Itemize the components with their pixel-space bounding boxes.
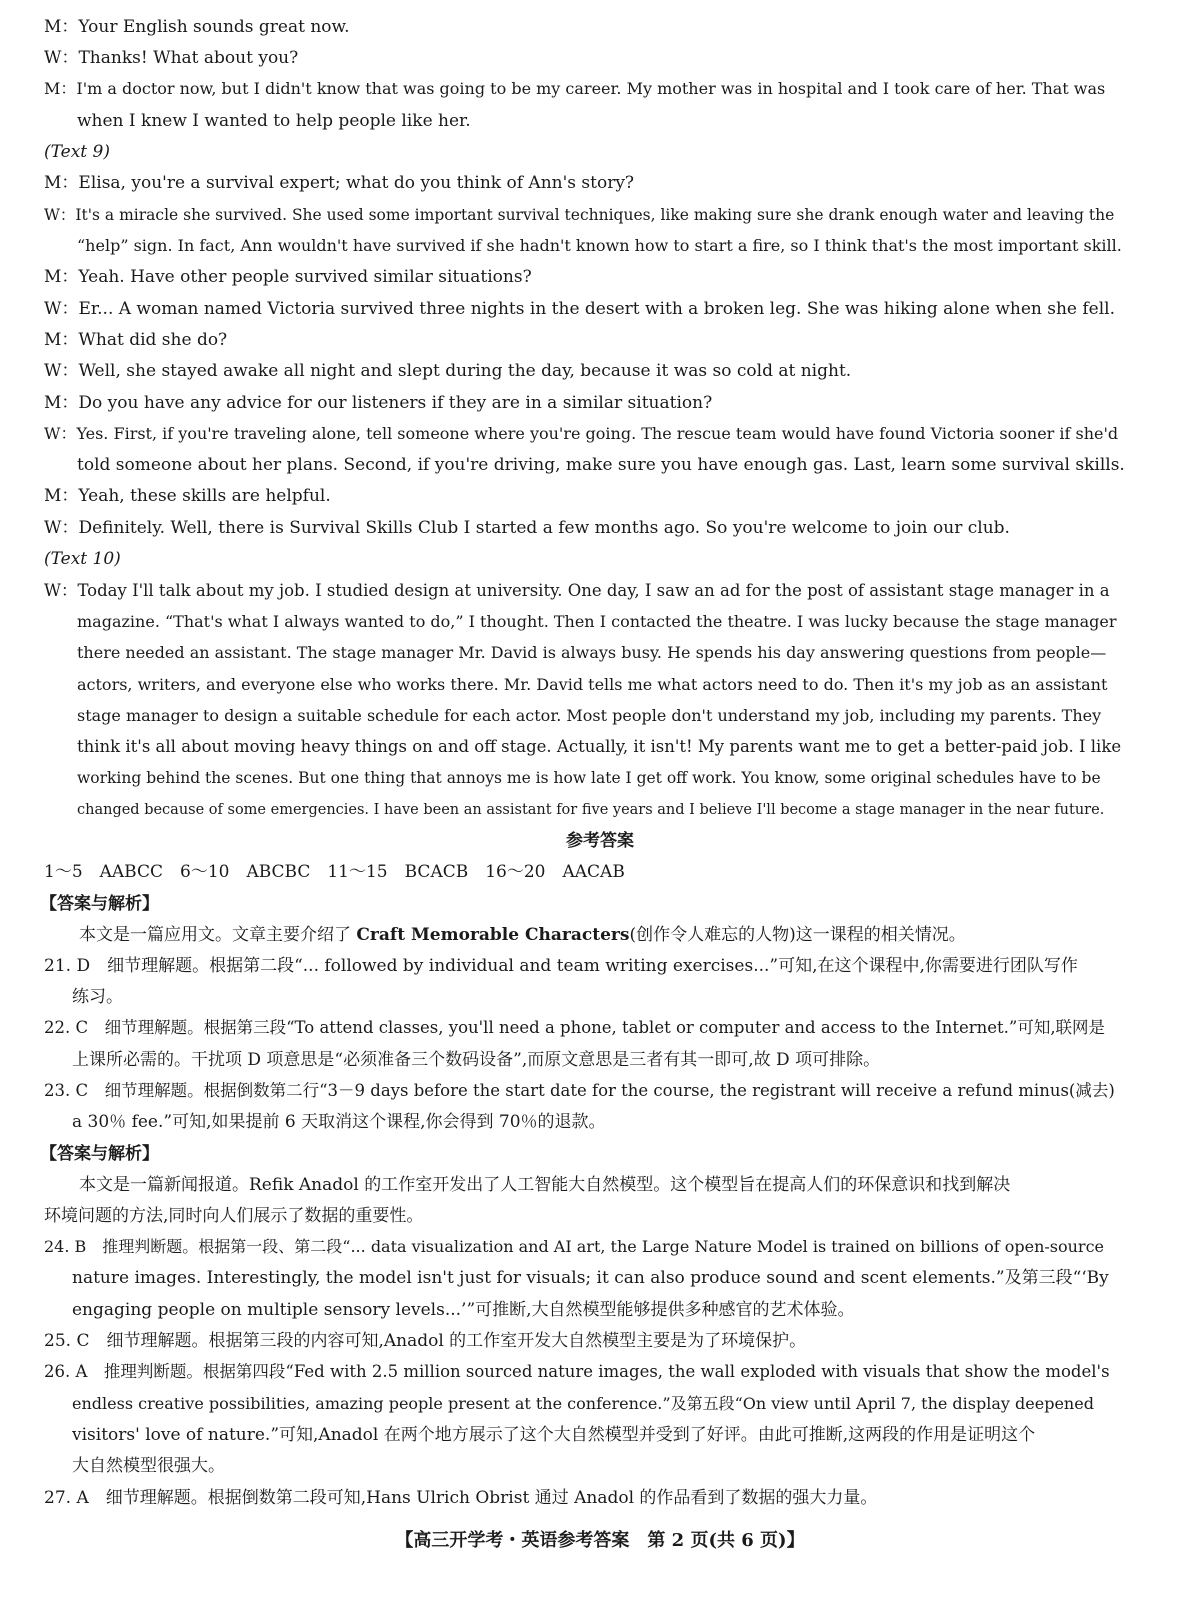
explanation-line: 本文是一篇新闻报道。Refik Anadol 的工作室开发出了人工智能大自然模型。这个模型旨在提高人们的环保意识和找到解决 (79, 1175, 1011, 1195)
dialogue-line: W：Yes. First, if you're traveling alone, tell someone where you're going. The rescue team would have found Victoria sooner if she'd (44, 424, 1119, 443)
dialogue-line: W：Well, she stayed awake all night and slept during the day, because it was so cold at night. (44, 361, 852, 381)
dialogue-line: when I knew I wanted to help people like her. (77, 111, 471, 131)
explanation-line: visitors' love of nature.”可知,Anadol 在两个地方展示了这个大自然模型并受到了好评。由此可推断,这两段的作用是证明这个 (72, 1425, 1036, 1445)
explanation-line: 练习。 (72, 987, 123, 1007)
page-footer: 【高三开学考・英语参考答案 第 2 页(共 6 页)】 (395, 1530, 805, 1551)
dialogue-line: think it's all about moving heavy things on and off stage. Actually, it isn't! My parents want me to get a better-paid job. I like (77, 737, 1122, 756)
explanation-line: 环境问题的方法,同时向人们展示了数据的重要性。 (44, 1206, 424, 1226)
dialogue-line: M：Yeah. Have other people survived similar situations? (44, 267, 532, 287)
explanation-line: 21. D 细节理解题。根据第二段“... followed by individual and team writing exercises...”可知,在这个课程中,你需要进行团队写作 (44, 956, 1078, 976)
dialogue-line: W：Today I'll talk about my job. I studied design at university. One day, I saw an ad for the post of assistant stage manager in a (44, 581, 1110, 600)
dialogue-line: W：Er... A woman named Victoria survived three nights in the desert with a broken leg. She was hiking alone when she fell. (44, 299, 1115, 319)
explanation-line: a 30％ fee.”可知,如果提前 6 天取消这个课程,你会得到 70％的退款。 (72, 1112, 606, 1132)
section-heading: 【答案与解析】 (40, 1144, 159, 1164)
section-heading: 【答案与解析】 (40, 894, 159, 914)
dialogue-line: M：I'm a doctor now, but I didn't know that was going to be my career. My mother was in hospital and I took care of her. That was (44, 79, 1106, 98)
text9-label: (Text 9) (44, 142, 110, 162)
dialogue-line: M：Your English sounds great now. (44, 17, 350, 37)
dialogue-line: “help” sign. In fact, Ann wouldn't have survived if she hadn't known how to start a fire, so I think that's the most important skill. (77, 236, 1122, 255)
explanation-line: engaging people on multiple sensory levels...’”可推断,大自然模型能够提供多种感官的艺术体验。 (72, 1300, 855, 1320)
dialogue-line: changed because of some emergencies. I have been an assistant for five years and I believe I'll become a stage manager in the near future. (77, 802, 1105, 818)
dialogue-line: magazine. “That's what I always wanted to do,” I thought. Then I contacted the theatre. I was lucky because the stage manager (77, 612, 1117, 631)
explanation-line: nature images. Interestingly, the model isn't just for visuals; it can also produce sound and scent elements.”及第三段“‘By (72, 1268, 1109, 1288)
dialogue-line: stage manager to design a suitable schedule for each actor. Most people don't understand my job, including my parents. They (77, 706, 1102, 725)
dialogue-line: M：What did she do? (44, 330, 228, 350)
dialogue-line: M：Yeah, these skills are helpful. (44, 486, 331, 506)
dialogue-line: told someone about her plans. Second, if you're driving, make sure you have enough gas. Last, learn some survival skills. (77, 455, 1125, 475)
dialogue-line: working behind the scenes. But one thing that annoys me is how late I get off work. You know, some original schedules have to be (77, 769, 1101, 787)
dialogue-line: W：It's a miracle she survived. She used some important survival techniques, like making sure she drank enough water and leaving the (44, 206, 1115, 224)
answer-key: 1～5 AABCC 6～10 ABCBC 11～15 BCACB 16～20 AACAB (44, 862, 625, 882)
intro-text: 本文是一篇应用文。文章主要介绍了 (79, 925, 357, 945)
dialogue-line: W：Definitely. Well, there is Survival Skills Club I started a few months ago. So you're welcome to join our club. (44, 518, 1010, 538)
section-intro (79, 924, 966, 946)
dialogue-line: W：Thanks! What about you? (44, 48, 299, 68)
explanation-line: 27. A 细节理解题。根据倒数第二段可知,Hans Ulrich Obrist 通过 Anadol 的作品看到了数据的强大力量。 (44, 1488, 878, 1508)
answers-title: 参考答案 (566, 831, 634, 851)
explanation-line: 26. A 推理判断题。根据第四段“Fed with 2.5 million sourced nature images, the wall exploded with visuals that show the model's (44, 1362, 1110, 1381)
explanation-line: 24. B 推理判断题。根据第一段、第二段“... data visualization and AI art, the Large Nature Model is trained on billions of open-source (44, 1237, 1105, 1256)
text10-label: (Text 10) (44, 549, 121, 569)
explanation-line: endless creative possibilities, amazing people present at the conference.”及第五段“On view until April 7, the display deepened (72, 1394, 1094, 1413)
explanation-line: 22. C 细节理解题。根据第三段“To attend classes, you'll need a phone, tablet or computer and access to the Internet.”可知,联网是 (44, 1018, 1106, 1037)
dialogue-line: actors, writers, and everyone else who works there. Mr. David tells me what actors need to do. Then it's my job as an assistant (77, 675, 1108, 694)
explanation-line: 上课所必需的。干扰项 D 项意思是“必须准备三个数码设备”,而原文意思是三者有其一即可,故 D 项可排除。 (72, 1050, 881, 1070)
explanation-line: 大自然模型很强大。 (72, 1456, 225, 1476)
explanation-line: 23. C 细节理解题。根据倒数第二行“3－9 days before the start date for the course, the registrant will receive a refund minus(减去) (44, 1081, 1115, 1100)
course-title: Craft Memorable Characters (356, 925, 630, 945)
dialogue-line: M：Do you have any advice for our listeners if they are in a similar situation? (44, 393, 713, 413)
explanation-line: 25. C 细节理解题。根据第三段的内容可知,Anadol 的工作室开发大自然模型主要是为了环境保护。 (44, 1331, 807, 1351)
dialogue-line: M：Elisa, you're a survival expert; what do you think of Ann's story? (44, 173, 635, 193)
intro-text: (创作令人难忘的人物)这一课程的相关情况。 (629, 925, 966, 945)
dialogue-line: there needed an assistant. The stage manager Mr. David is always busy. He spends his day answering questions from people— (77, 643, 1107, 662)
